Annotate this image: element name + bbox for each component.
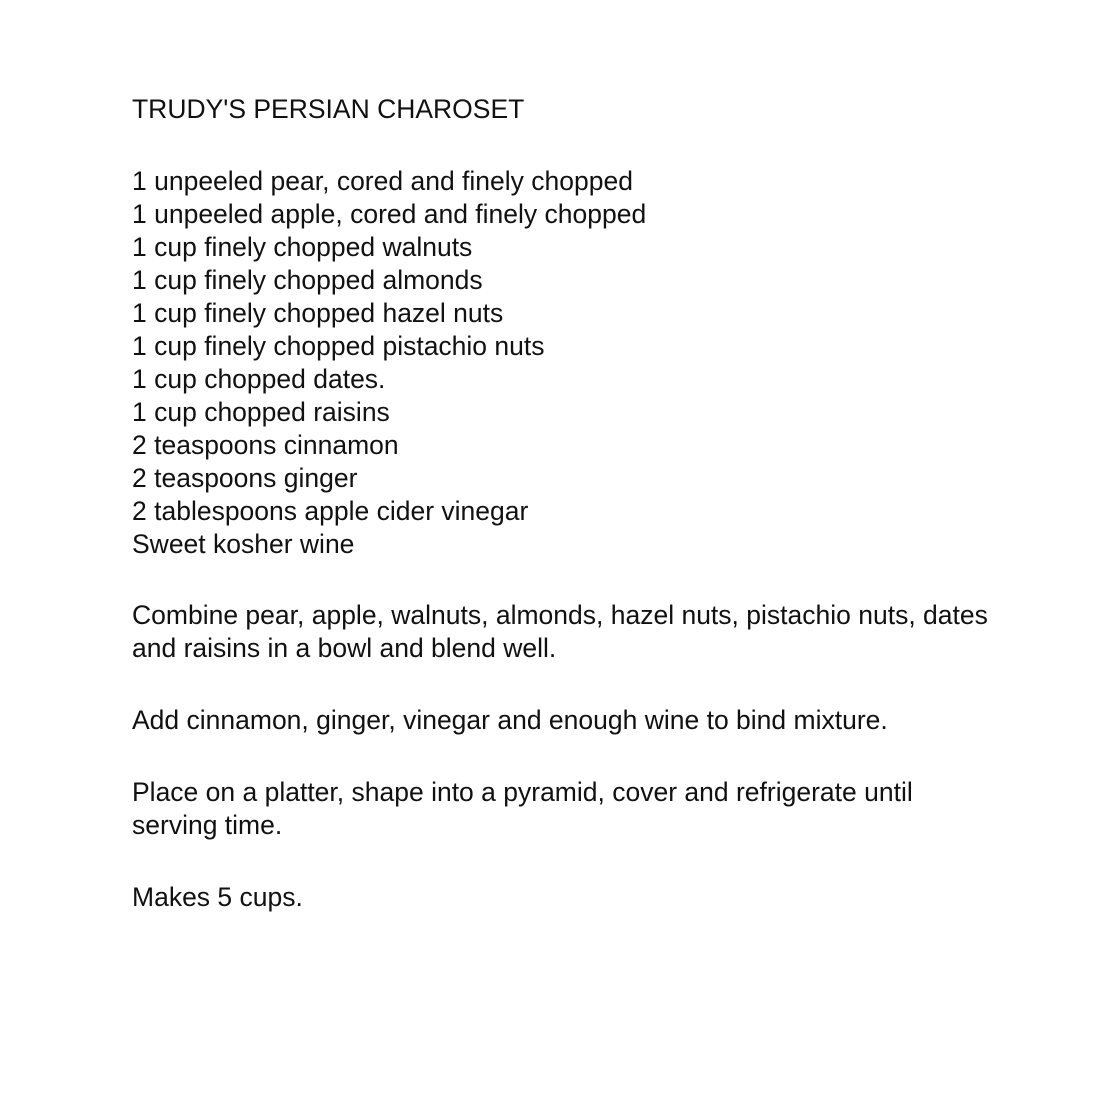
ingredient-item: 2 teaspoons cinnamon bbox=[132, 430, 399, 460]
ingredient-item: 1 cup finely chopped pistachio nuts bbox=[132, 331, 545, 361]
ingredient-item: 1 cup finely chopped walnuts bbox=[132, 232, 473, 262]
instruction-step-add: Add cinnamon, ginger, vinegar and enough wine to bind mixture. bbox=[132, 705, 888, 735]
ingredient-item: Sweet kosher wine bbox=[132, 529, 355, 559]
instruction-step-combine: Combine pear, apple, walnuts, almonds, hazel nuts, pistachio nuts, dates and raisins in a bowl and blend well. bbox=[132, 600, 988, 663]
recipe-document bbox=[132, 93, 992, 914]
ingredient-item: 1 unpeeled apple, cored and finely chopped bbox=[132, 199, 647, 229]
ingredient-item: 1 cup chopped raisins bbox=[132, 397, 390, 427]
ingredient-list bbox=[132, 165, 992, 561]
ingredient-item: 2 teaspoons ginger bbox=[132, 463, 358, 493]
ingredient-item: 1 cup chopped dates. bbox=[132, 364, 386, 394]
instruction-step-place: Place on a platter, shape into a pyramid, cover and refrigerate until serving time. bbox=[132, 777, 913, 840]
ingredient-item: 1 unpeeled pear, cored and finely chopped bbox=[132, 166, 633, 196]
ingredient-item: 2 tablespoons apple cider vinegar bbox=[132, 496, 529, 526]
ingredient-item: 1 cup finely chopped almonds bbox=[132, 265, 483, 295]
recipe-yield: Makes 5 cups. bbox=[132, 882, 303, 912]
recipe-title: TRUDY'S PERSIAN CHAROSET bbox=[132, 94, 525, 124]
ingredient-item: 1 cup finely chopped hazel nuts bbox=[132, 298, 504, 328]
